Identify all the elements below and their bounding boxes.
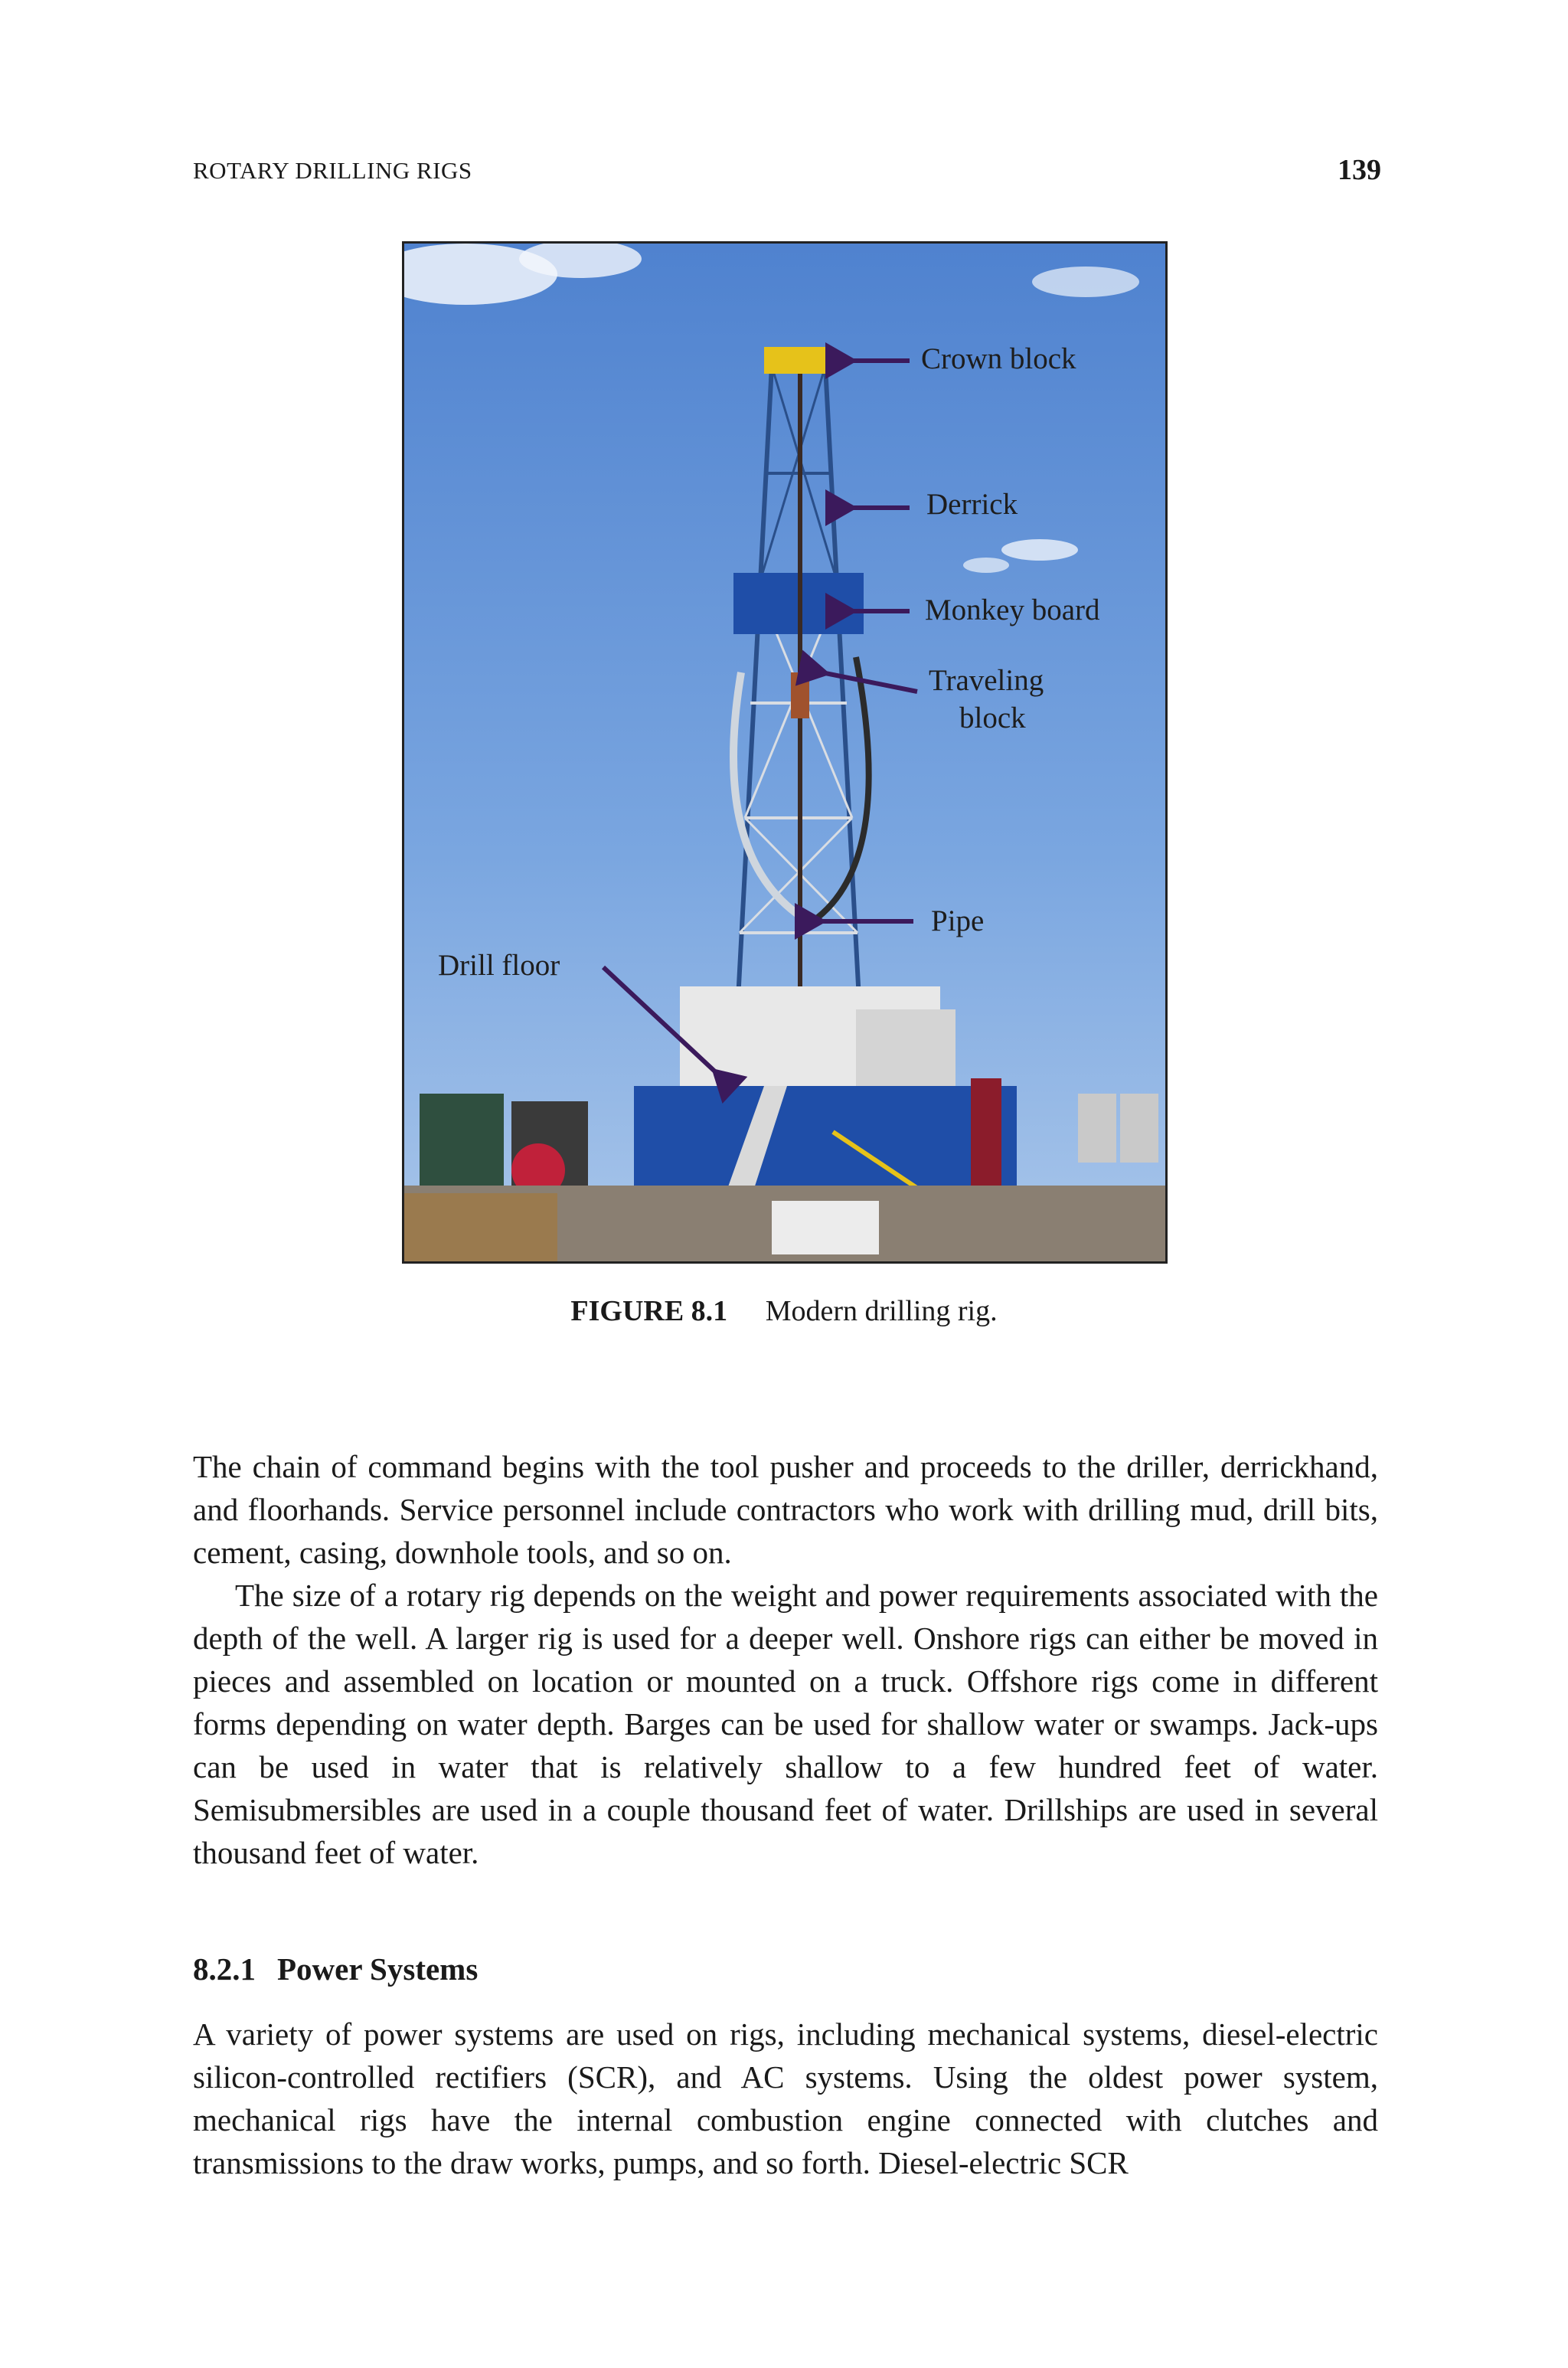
label-pipe: Pipe — [931, 904, 985, 937]
section-number: 8.2.1 — [193, 1951, 256, 1987]
figure-number: FIGURE 8.1 — [570, 1295, 728, 1327]
body-section-power — [193, 2013, 1378, 2184]
section-heading — [193, 1951, 478, 1987]
body-section-top — [193, 1445, 1378, 1874]
figure-photo — [402, 241, 1168, 1264]
page-number: 139 — [1338, 154, 1381, 186]
label-derrick: Derrick — [926, 488, 1018, 521]
paragraph-power-systems: A variety of power systems are used on rigs, including mechanical systems, diesel-electric silicon-controlled rectifiers (SCR), and AC systems. Using the oldest power system, mechanical rigs have the internal combustion engine connected with clutches and transmissions to the draw works, pumps, and so forth. Diesel-electric SCR — [193, 2016, 1378, 2180]
drilling-rig-photo — [404, 244, 1165, 1261]
label-monkey-board: Monkey board — [925, 594, 1100, 626]
label-traveling-block-line2: block — [959, 702, 1026, 734]
label-crown-block: Crown block — [921, 342, 1076, 375]
running-head: ROTARY DRILLING RIGS — [193, 157, 472, 184]
figure-caption — [0, 1294, 1568, 1328]
label-traveling-block-line1: Traveling — [929, 664, 1044, 697]
section-title: Power Systems — [277, 1951, 479, 1987]
label-drill-floor: Drill floor — [438, 949, 560, 982]
paragraph-rig-size: The size of a rotary rig depends on the weight and power requirements associated with the depth of the well. A larger rig is used for a deeper well. Onshore rigs can either be moved in pieces and assembled on location or mounted on a truck. Offshore rigs come in different forms depending on water depth. Barges can be used for shallow water or swamps. Jack-ups can be used in water that is relatively shallow to a few hundred feet of water. Semisubmersibles are used in a couple thousand feet of water. Drillships are used in several thousand feet of water. — [193, 1578, 1378, 1870]
figure-caption-text: Modern drilling rig. — [765, 1295, 998, 1327]
paragraph-chain-of-command: The chain of command begins with the tool pusher and proceeds to the driller, derrickhand, and floorhands. Service personnel include contractors who work with drilling mud, drill bits, cement, casing, downhole tools, and so on. — [193, 1449, 1378, 1570]
